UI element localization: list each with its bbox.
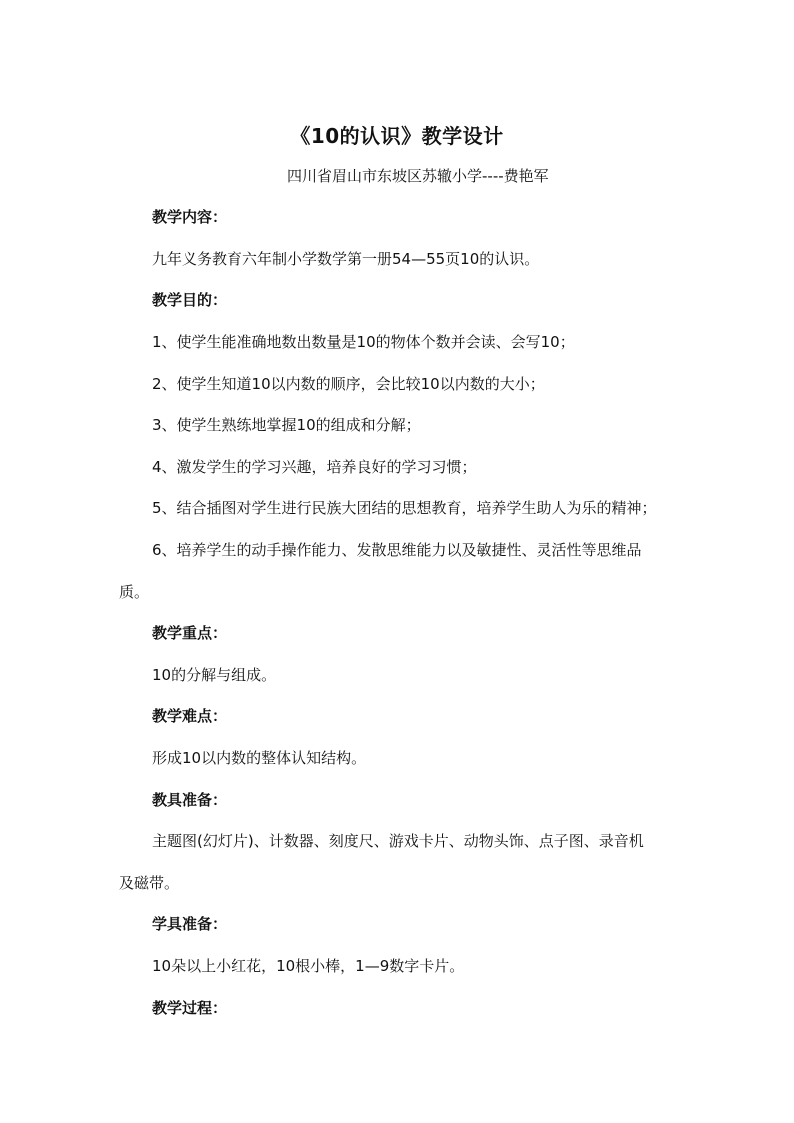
key-text: 10的分解与组成。	[152, 666, 277, 684]
goal-item: 3、使学生熟练地掌握10的组成和分解；	[152, 416, 421, 434]
student-tools-heading: 学具准备：	[152, 915, 228, 933]
key-heading: 教学重点：	[152, 624, 228, 642]
goal-item: 2、使学生知道10以内数的顺序，会比较10以内数的大小；	[152, 375, 545, 393]
student-tools-text: 10朵以上小红花，10根小棒，1—9数字卡片。	[152, 957, 465, 975]
difficulty-text: 形成10以内数的整体认知结构。	[152, 749, 367, 767]
goal-item-continuation: 质。	[119, 583, 150, 601]
teacher-tools-text: 主题图(幻灯片)、计数器、刻度尺、游戏卡片、动物头饰、点子图、录音机	[152, 832, 644, 850]
document-title: 《10的认识》教学设计	[290, 124, 504, 148]
content-heading: 教学内容：	[152, 208, 228, 226]
content-text: 九年义务教育六年制小学数学第一册54—55页10的认识。	[152, 250, 540, 268]
goal-item: 4、激发学生的学习兴趣，培养良好的学习习惯；	[152, 458, 477, 476]
goal-item: 5、结合插图对学生进行民族大团结的思想教育，培养学生助人为乐的精神；	[152, 499, 657, 517]
document-author: 四川省眉山市东坡区苏辙小学----费艳军	[287, 167, 549, 185]
teacher-tools-heading: 教具准备：	[152, 791, 228, 809]
goals-heading: 教学目的：	[152, 291, 228, 309]
goal-item: 1、使学生能准确地数出数量是10的物体个数并会读、会写10；	[152, 333, 575, 351]
process-heading: 教学过程：	[152, 999, 228, 1017]
difficulty-heading: 教学难点：	[152, 707, 228, 725]
goal-item: 6、培养学生的动手操作能力、发散思维能力以及敏捷性、灵活性等思维品	[152, 541, 642, 559]
teacher-tools-continuation: 及磁带。	[119, 874, 180, 892]
